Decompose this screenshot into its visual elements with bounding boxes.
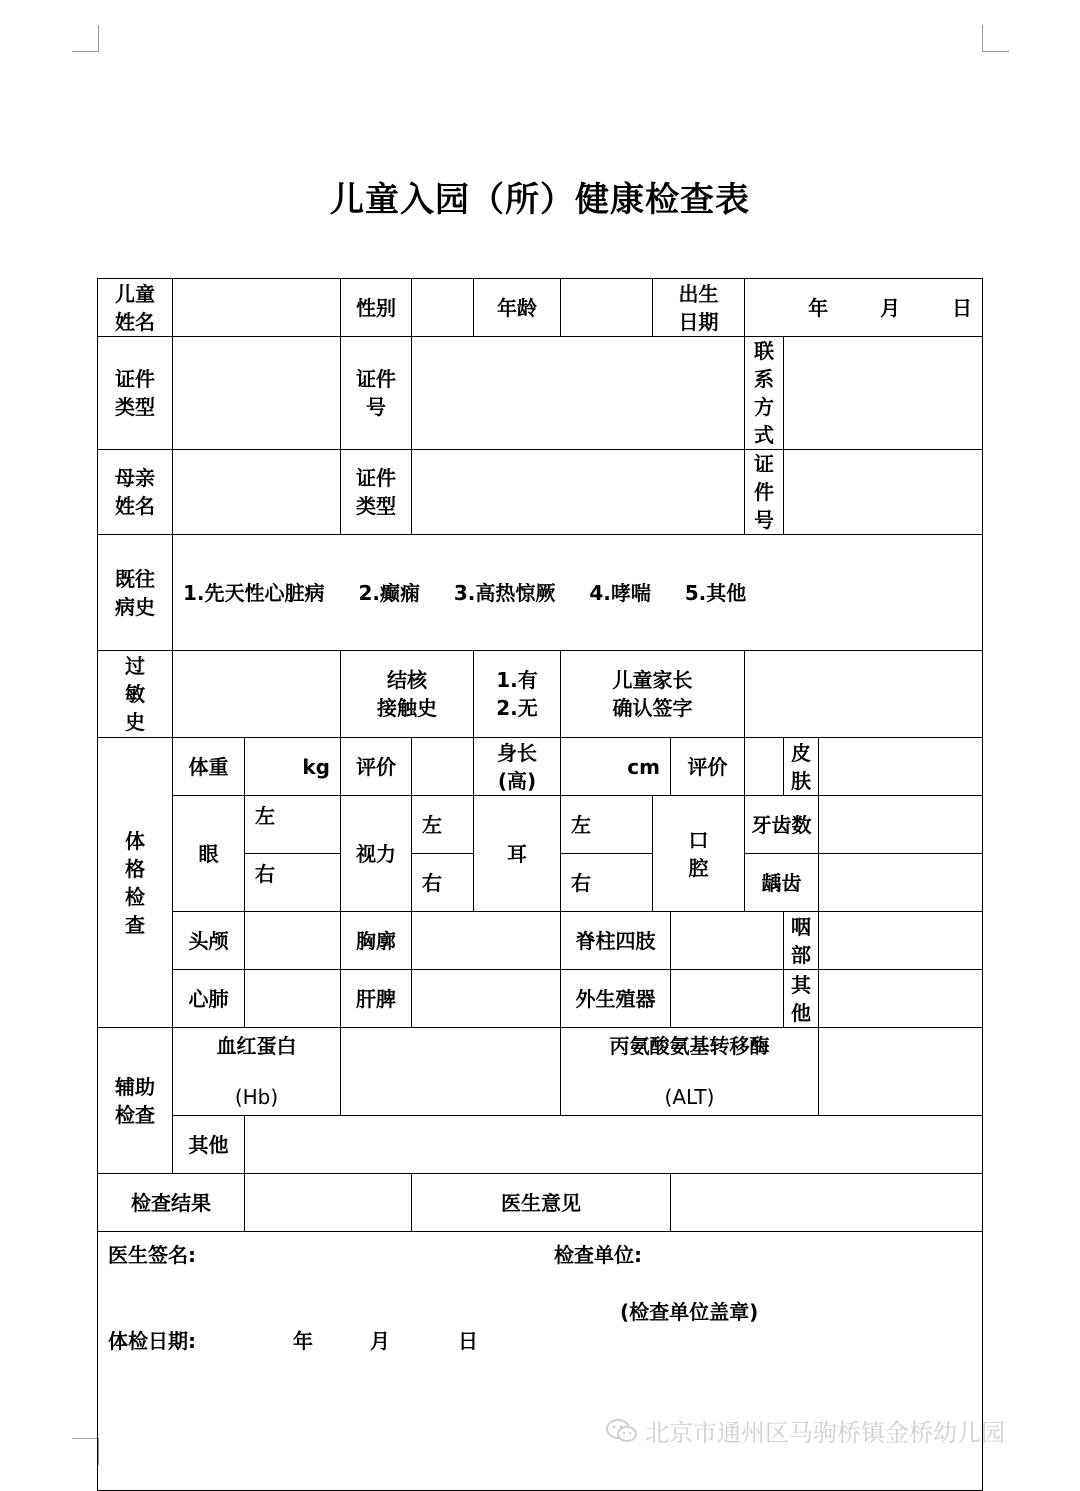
unit-stamp-label: (检查单位盖章) <box>620 1300 759 1324</box>
genitals-field[interactable] <box>671 970 784 1028</box>
crop-mark-bottom-left <box>72 1438 99 1465</box>
eye-left-field[interactable] <box>245 796 341 854</box>
form-title: 儿童入园（所）健康检查表 <box>330 180 750 220</box>
aux-exam-label: 辅助 检查 <box>98 1028 173 1174</box>
chest-field[interactable] <box>412 912 561 970</box>
id-type-label: 证件 类型 <box>98 337 173 450</box>
pharynx-label: 咽 部 <box>784 912 819 970</box>
hb-name: 血红蛋白 <box>216 1034 297 1058</box>
birth-day-label: 日 <box>952 295 972 320</box>
exam-year-label: 年 <box>293 1329 313 1353</box>
exam-date-label: 体检日期: <box>108 1329 196 1353</box>
child-name-field[interactable] <box>173 279 341 337</box>
caries-label: 龋齿 <box>745 854 819 912</box>
head-field[interactable] <box>245 912 341 970</box>
parent-sign-field[interactable] <box>745 651 983 738</box>
alt-unit: (ALT) <box>664 1085 715 1109</box>
kg-unit: kg <box>302 754 330 779</box>
tb-yes-option[interactable]: 1.有 <box>496 668 538 692</box>
height-field[interactable] <box>561 738 671 796</box>
contact-label: 联系 方式 <box>745 337 784 450</box>
pharynx-field[interactable] <box>819 912 983 970</box>
skin-label: 皮 肤 <box>784 738 819 796</box>
id-no-field[interactable] <box>412 337 745 450</box>
heart-lung-label: 心肺 <box>173 970 245 1028</box>
vision-label: 视力 <box>341 796 412 912</box>
health-check-form <box>97 278 983 1491</box>
genitals-label: 外生殖器 <box>561 970 671 1028</box>
crop-mark-top-left <box>72 25 99 52</box>
allergy-label: 过 敏 史 <box>98 651 173 738</box>
birth-month-label: 月 <box>880 295 901 320</box>
result-label: 检查结果 <box>98 1174 245 1232</box>
spine-label: 脊柱四肢 <box>561 912 671 970</box>
teeth-field[interactable] <box>819 796 983 854</box>
eval-label: 评价 <box>341 738 412 796</box>
height-label: 身长 (高) <box>474 738 561 796</box>
birth-date-field[interactable] <box>745 279 983 337</box>
ear-right-label: 右 <box>571 870 591 895</box>
mother-id-type-label: 证件 类型 <box>341 450 412 535</box>
crop-mark-top-right <box>982 25 1009 52</box>
mother-name-field[interactable] <box>173 450 341 535</box>
vision-right-label: 右 <box>422 870 442 895</box>
other-exam-field[interactable] <box>819 970 983 1028</box>
teeth-label: 牙齿数 <box>745 796 819 854</box>
head-label: 头颅 <box>173 912 245 970</box>
tb-contact-options[interactable] <box>474 651 561 738</box>
mother-id-no-label: 证件 号 <box>745 450 784 535</box>
liver-spleen-label: 肝脾 <box>341 970 412 1028</box>
eval2-field[interactable] <box>745 738 784 796</box>
doctor-sign-label: 医生签名: <box>108 1243 196 1267</box>
weight-label: 体重 <box>173 738 245 796</box>
chest-label: 胸廓 <box>341 912 412 970</box>
vision-left-label: 左 <box>422 812 442 837</box>
hb-unit: (Hb) <box>234 1085 279 1109</box>
tb-no-option[interactable]: 2.无 <box>496 696 538 720</box>
weight-field[interactable] <box>245 738 341 796</box>
aux-other-field[interactable] <box>245 1116 983 1174</box>
mother-name-label: 母亲 姓名 <box>98 450 173 535</box>
gender-label: 性别 <box>341 279 412 337</box>
watermark <box>605 1413 1005 1448</box>
mother-id-no-field[interactable] <box>784 450 983 535</box>
ear-right-field[interactable] <box>561 854 653 912</box>
gender-field[interactable] <box>412 279 474 337</box>
birth-year-label: 年 <box>808 295 829 320</box>
id-no-label: 证件 号 <box>341 337 412 450</box>
caries-field[interactable] <box>819 854 983 912</box>
hb-field[interactable] <box>341 1028 561 1116</box>
ear-left-label: 左 <box>571 812 591 837</box>
other-exam-label: 其 他 <box>784 970 819 1028</box>
exam-day-label: 日 <box>458 1329 478 1353</box>
vision-left-field[interactable] <box>412 796 474 854</box>
eye-right-label: 右 <box>255 862 275 886</box>
age-field[interactable] <box>561 279 653 337</box>
vision-right-field[interactable] <box>412 854 474 912</box>
hb-label <box>173 1028 341 1116</box>
id-type-field[interactable] <box>173 337 341 450</box>
child-name-label: 儿童 姓名 <box>98 279 173 337</box>
age-label: 年龄 <box>474 279 561 337</box>
liver-spleen-field[interactable] <box>412 970 561 1028</box>
history-options[interactable]: 1.先天性心脏病 2.癫痫 3.高热惊厥 4.哮喘 5.其他 <box>173 535 983 651</box>
alt-name: 丙氨酸氨基转移酶 <box>609 1034 770 1058</box>
cm-unit: cm <box>627 754 660 779</box>
ear-label: 耳 <box>474 796 561 912</box>
watermark-text: 北京市通州区马驹桥镇金桥幼儿园 <box>645 1419 1005 1447</box>
mouth-label: 口 腔 <box>653 796 745 912</box>
heart-lung-field[interactable] <box>245 970 341 1028</box>
history-label: 既往 病史 <box>98 535 173 651</box>
eval2-label: 评价 <box>671 738 745 796</box>
tb-contact-label: 结核 接触史 <box>341 651 474 738</box>
parent-sign-label: 儿童家长 确认签字 <box>561 651 745 738</box>
eye-label: 眼 <box>173 796 245 912</box>
eye-left-label: 左 <box>255 804 275 828</box>
result-field[interactable] <box>245 1174 412 1232</box>
alt-field[interactable] <box>819 1028 983 1116</box>
birth-date-label: 出生 日期 <box>653 279 745 337</box>
skin-field[interactable] <box>819 738 983 796</box>
wechat-icon <box>605 1418 639 1444</box>
ear-left-field[interactable] <box>561 796 653 854</box>
alt-label <box>561 1028 819 1116</box>
eval-field[interactable] <box>412 738 474 796</box>
signature-box <box>98 1232 983 1491</box>
aux-other-label: 其他 <box>173 1116 245 1174</box>
contact-field[interactable] <box>784 337 983 450</box>
allergy-field[interactable] <box>173 651 341 738</box>
spine-field[interactable] <box>671 912 784 970</box>
exam-month-label: 月 <box>370 1329 390 1353</box>
doctor-opinion-label: 医生意见 <box>412 1174 671 1232</box>
mother-id-type-field[interactable] <box>412 450 745 535</box>
eye-right-field[interactable] <box>245 854 341 912</box>
doctor-opinion-field[interactable] <box>671 1174 983 1232</box>
exam-unit-label: 检查单位: <box>554 1243 642 1267</box>
physical-exam-label: 体 格 检 查 <box>98 738 173 1028</box>
